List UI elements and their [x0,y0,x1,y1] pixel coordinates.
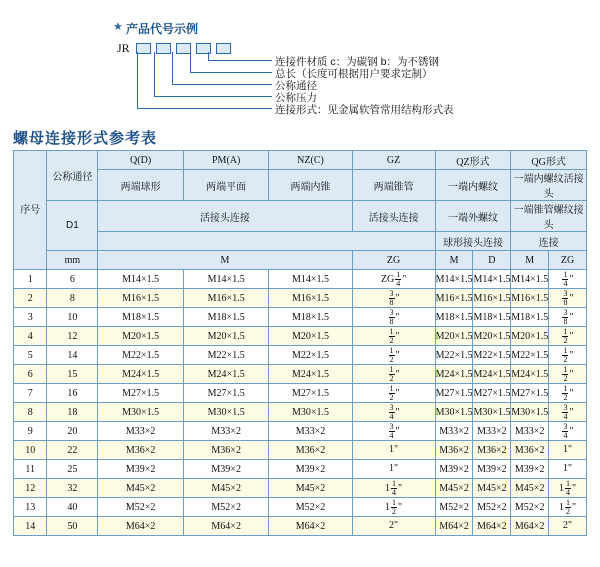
cell-qz-m: M14×1.5 [435,270,473,289]
cell-nzc-thread: M30×1.5 [269,403,352,422]
header-thread-m-left: M [98,251,352,270]
cell-nominal-diameter: 6 [47,270,98,289]
cell-pma-thread: M33×2 [183,422,269,441]
cell-qz-m: M30×1.5 [435,403,473,422]
cell-nzc-thread: M14×1.5 [269,270,352,289]
leader-line-v2 [154,52,155,96]
nut-connection-table-wrapper [13,150,587,536]
cell-serial: 6 [14,365,47,384]
cell-qz-d: M45×2 [473,479,511,498]
cell-pma-thread: M22×1.5 [183,346,269,365]
cell-qz-d: M30×1.5 [473,403,511,422]
header-end-nzc: 两端内锥 [269,170,352,201]
cell-nzc-thread: M24×1.5 [269,365,352,384]
cell-qg-zg: 1" [549,441,587,460]
header-group-qg: QG形式 [511,151,587,170]
header-qz-m: M [435,251,473,270]
cell-gz-size: $\frac{1}{2}$ " [352,384,435,403]
cell-qz-m: M27×1.5 [435,384,473,403]
header-group-nzc: NZ(C) [269,151,352,170]
header-end-qg: 一端内螺纹活接头 [511,170,587,201]
header-end-gz: 两端锥管 [352,170,435,201]
callout-nominal-diameter: 公称通径 [275,80,317,92]
product-code-boxes [136,43,231,54]
code-box-3 [176,43,191,54]
cell-qg-zg: $\frac{1}{4}$ " [549,270,587,289]
cell-nominal-diameter: 15 [47,365,98,384]
table-row [14,479,587,498]
table-row [14,517,587,536]
cell-nominal-diameter: 25 [47,460,98,479]
cell-pma-thread: M36×2 [183,441,269,460]
cell-qg-m: M27×1.5 [511,384,549,403]
code-box-2 [156,43,171,54]
cell-qz-m: M45×2 [435,479,473,498]
table-row [14,403,587,422]
table-header-row-codes [14,151,587,170]
cell-qz-m: M52×2 [435,498,473,517]
header-group-pma: PM(A) [183,151,269,170]
cell-qg-m: M20×1.5 [511,327,549,346]
cell-qg-zg: 2" [549,517,587,536]
table-body [14,270,587,536]
header-d1: D1 [47,201,98,251]
leader-line-v4 [190,52,191,72]
cell-nzc-thread: M33×2 [269,422,352,441]
header-serial [14,151,47,270]
cell-qd-thread: M64×2 [98,517,184,536]
cell-gz-size: 1 $\frac{1}{4}$ " [352,479,435,498]
cell-nzc-thread: M22×1.5 [269,346,352,365]
cell-pma-thread: M45×2 [183,479,269,498]
cell-qz-m: M33×2 [435,422,473,441]
cell-qg-m: M16×1.5 [511,289,549,308]
cell-qd-thread: M20×1.5 [98,327,184,346]
cell-serial: 13 [14,498,47,517]
cell-qz-m: M16×1.5 [435,289,473,308]
cell-nominal-diameter: 12 [47,327,98,346]
product-code-prefix: JR [117,41,130,55]
cell-gz-size: 1 $\frac{1}{2}$ " [352,498,435,517]
cell-qg-m: M14×1.5 [511,270,549,289]
table-row [14,327,587,346]
diagram-title: 产品代号示例 [126,22,199,36]
cell-serial: 1 [14,270,47,289]
cell-serial: 14 [14,517,47,536]
table-row [14,346,587,365]
cell-serial: 2 [14,289,47,308]
table-header-row-units [14,251,587,270]
cell-qd-thread: M16×1.5 [98,289,184,308]
cell-pma-thread: M52×2 [183,498,269,517]
table-row [14,365,587,384]
cell-pma-thread: M14×1.5 [183,270,269,289]
leader-line-v1 [137,52,138,108]
header-thread-zg-gz: ZG [352,251,435,270]
leader-line-h1 [137,108,272,109]
cell-nzc-thread: M64×2 [269,517,352,536]
table-title: 螺母连接形式参考表 [13,130,158,147]
cell-gz-size: $\frac{3}{4}$ " [352,403,435,422]
cell-qg-zg: $\frac{1}{2}$ " [549,384,587,403]
cell-qd-thread: M39×2 [98,460,184,479]
cell-qz-m: M24×1.5 [435,365,473,384]
cell-qg-m: M30×1.5 [511,403,549,422]
cell-nominal-diameter: 32 [47,479,98,498]
cell-nzc-thread: M27×1.5 [269,384,352,403]
cell-nzc-thread: M18×1.5 [269,308,352,327]
header-external-thread-qz: 一端外螺纹 [435,201,511,232]
cell-pma-thread: M39×2 [183,460,269,479]
table-header-row-connection [14,201,587,232]
cell-qd-thread: M45×2 [98,479,184,498]
cell-qz-m: M36×2 [435,441,473,460]
header-ball-joint-connection: 球形接头连接 [435,232,511,251]
table-header-row-ends [14,170,587,201]
cell-qd-thread: M22×1.5 [98,346,184,365]
cell-pma-thread: M30×1.5 [183,403,269,422]
cell-qg-m: M18×1.5 [511,308,549,327]
cell-pma-thread: M20×1.5 [183,327,269,346]
header-serial-label: 序号 [20,204,41,216]
cell-nominal-diameter: 16 [47,384,98,403]
table-header-row-ball-joint [14,232,587,251]
leader-line-v5 [208,52,209,60]
cell-nzc-thread: M16×1.5 [269,289,352,308]
product-code-diagram [0,0,600,128]
cell-pma-thread: M24×1.5 [183,365,269,384]
cell-qg-m: M39×2 [511,460,549,479]
cell-qz-d: M36×2 [473,441,511,460]
header-union-connection-left: 活接头连接 [98,201,352,232]
cell-qg-zg: 1 $\frac{1}{4}$ " [549,479,587,498]
cell-gz-size: $\frac{1}{2}$ " [352,327,435,346]
header-end-qd: 两端球形 [98,170,184,201]
header-connection-qg: 连接 [511,232,587,251]
cell-pma-thread: M64×2 [183,517,269,536]
cell-serial: 4 [14,327,47,346]
cell-nominal-diameter: 22 [47,441,98,460]
cell-qz-d: M14×1.5 [473,270,511,289]
header-qz-d: D [473,251,511,270]
cell-nzc-thread: M45×2 [269,479,352,498]
table-row [14,422,587,441]
cell-pma-thread: M18×1.5 [183,308,269,327]
cell-qd-thread: M30×1.5 [98,403,184,422]
code-box-5 [216,43,231,54]
star-icon: ★ [113,21,123,33]
leader-line-h4 [190,72,272,73]
nut-connection-table [13,150,587,536]
cell-serial: 3 [14,308,47,327]
cell-nominal-diameter: 20 [47,422,98,441]
cell-qz-m: M39×2 [435,460,473,479]
leader-line-h3 [172,84,272,85]
cell-qz-d: M18×1.5 [473,308,511,327]
cell-qz-d: M16×1.5 [473,289,511,308]
cell-qg-zg: 1 $\frac{1}{2}$ " [549,498,587,517]
cell-qz-d: M39×2 [473,460,511,479]
cell-serial: 9 [14,422,47,441]
cell-qg-m: M24×1.5 [511,365,549,384]
table-row [14,384,587,403]
header-qg-m: M [511,251,549,270]
cell-qd-thread: M27×1.5 [98,384,184,403]
table-row [14,441,587,460]
cell-nominal-diameter: 18 [47,403,98,422]
cell-qd-thread: M33×2 [98,422,184,441]
cell-qg-zg: 1" [549,460,587,479]
table-row [14,308,587,327]
cell-nominal-diameter: 8 [47,289,98,308]
leader-line-h5 [208,60,272,61]
cell-qz-d: M33×2 [473,422,511,441]
table-row [14,460,587,479]
cell-gz-size: $\frac{3}{4}$ " [352,422,435,441]
code-box-1 [136,43,151,54]
cell-qg-m: M22×1.5 [511,346,549,365]
callout-total-length: 总长（长度可根据用户要求定制） [275,68,433,80]
cell-qg-m: M33×2 [511,422,549,441]
cell-qz-d: M20×1.5 [473,327,511,346]
cell-nominal-diameter: 10 [47,308,98,327]
cell-qg-zg: $\frac{1}{2}$ " [549,327,587,346]
header-end-pma: 两端平面 [183,170,269,201]
callout-nominal-pressure: 公称压力 [275,92,317,104]
cell-qd-thread: M24×1.5 [98,365,184,384]
header-union-connection-gz: 活接头连接 [352,201,435,232]
header-taper-pipe-thread-qg: 一端锥管螺纹接头 [511,201,587,232]
cell-qg-zg: $\frac{1}{2}$ " [549,346,587,365]
cell-nzc-thread: M39×2 [269,460,352,479]
cell-nominal-diameter: 14 [47,346,98,365]
cell-qg-zg: $\frac{3}{8}$ " [549,308,587,327]
cell-qg-zg: $\frac{3}{8}$ " [549,289,587,308]
table-row [14,498,587,517]
cell-qz-m: M22×1.5 [435,346,473,365]
cell-qz-m: M64×2 [435,517,473,536]
cell-nominal-diameter: 40 [47,498,98,517]
cell-serial: 8 [14,403,47,422]
cell-qd-thread: M14×1.5 [98,270,184,289]
cell-qg-m: M45×2 [511,479,549,498]
cell-nzc-thread: M36×2 [269,441,352,460]
cell-qz-m: M20×1.5 [435,327,473,346]
cell-gz-size: 1" [352,441,435,460]
header-blank-left [98,232,435,251]
cell-gz-size: ZG $\frac{1}{4}$ " [352,270,435,289]
cell-qz-d: M52×2 [473,498,511,517]
cell-gz-size: 2" [352,517,435,536]
cell-serial: 11 [14,460,47,479]
cell-qd-thread: M18×1.5 [98,308,184,327]
header-unit-mm: mm [47,251,98,270]
cell-qz-d: M27×1.5 [473,384,511,403]
cell-qg-zg: $\frac{3}{4}$ " [549,403,587,422]
cell-qz-d: M64×2 [473,517,511,536]
cell-gz-size: $\frac{1}{2}$ " [352,365,435,384]
cell-qg-m: M52×2 [511,498,549,517]
table-row [14,289,587,308]
cell-gz-size: $\frac{1}{2}$ " [352,346,435,365]
cell-qg-zg: $\frac{3}{4}$ " [549,422,587,441]
cell-gz-size: 1" [352,460,435,479]
cell-gz-size: $\frac{3}{8}$ " [352,308,435,327]
cell-qg-m: M36×2 [511,441,549,460]
cell-gz-size: $\frac{3}{8}$ " [352,289,435,308]
leader-line-h2 [154,96,272,97]
cell-qg-zg: $\frac{1}{2}$ " [549,365,587,384]
cell-nzc-thread: M20×1.5 [269,327,352,346]
cell-pma-thread: M16×1.5 [183,289,269,308]
cell-serial: 10 [14,441,47,460]
header-group-qz: QZ形式 [435,151,511,170]
header-end-qz: 一端内螺纹 [435,170,511,201]
cell-serial: 5 [14,346,47,365]
header-group-qd: Q(D) [98,151,184,170]
header-nominal-diameter: 公称通径 [47,151,98,201]
callout-material: 连接件材质 c：为碳钢 b：为不锈钢 [275,56,439,68]
cell-serial: 12 [14,479,47,498]
cell-qg-m: M64×2 [511,517,549,536]
cell-pma-thread: M27×1.5 [183,384,269,403]
table-row [14,270,587,289]
cell-qz-m: M18×1.5 [435,308,473,327]
callout-connection-type: 连接形式：见金属软管常用结构形式表 [275,104,454,116]
cell-qd-thread: M52×2 [98,498,184,517]
cell-serial: 7 [14,384,47,403]
cell-qz-d: M22×1.5 [473,346,511,365]
cell-qz-d: M24×1.5 [473,365,511,384]
cell-nzc-thread: M52×2 [269,498,352,517]
header-qg-zg: ZG [549,251,587,270]
cell-qd-thread: M36×2 [98,441,184,460]
header-group-gz: GZ [352,151,435,170]
cell-nominal-diameter: 50 [47,517,98,536]
leader-line-v3 [172,52,173,84]
